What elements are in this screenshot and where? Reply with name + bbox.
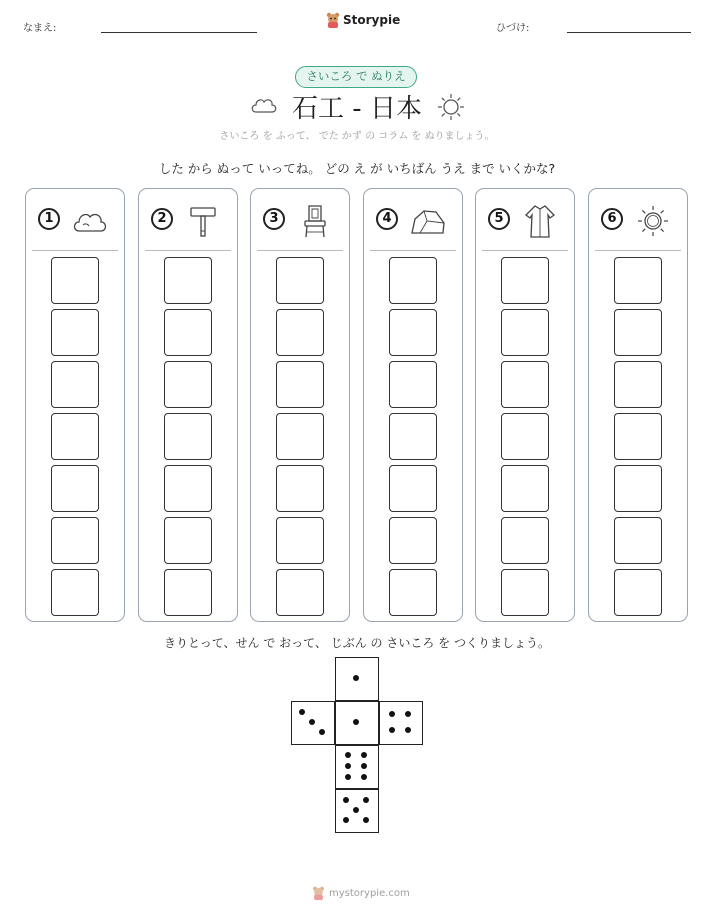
footer-url[interactable]: mystorypie.com [329, 887, 410, 899]
bear-logo-icon [326, 12, 340, 28]
die-face-1 [335, 657, 379, 701]
name-label: なまえ: [23, 23, 57, 34]
cloud-icon [70, 203, 110, 239]
column-6 [588, 188, 688, 622]
color-box[interactable] [501, 309, 549, 356]
die-face-6 [335, 745, 379, 789]
color-box[interactable] [51, 465, 99, 512]
die-face-1 [335, 701, 379, 745]
color-box[interactable] [51, 569, 99, 616]
rock-icon [408, 203, 448, 239]
bear-logo-icon [312, 886, 325, 900]
name-line[interactable] [101, 32, 257, 33]
sun-icon [633, 203, 673, 239]
color-box[interactable] [614, 569, 662, 616]
color-box[interactable] [501, 361, 549, 408]
die-face-3 [291, 701, 335, 745]
color-box[interactable] [501, 413, 549, 460]
color-box[interactable] [501, 257, 549, 304]
color-box[interactable] [614, 309, 662, 356]
column-number: 4 [376, 208, 398, 230]
column-2 [138, 188, 238, 622]
chair-icon [295, 203, 335, 239]
hammer-icon [183, 203, 223, 239]
column-number: 5 [488, 208, 510, 230]
color-box[interactable] [389, 309, 437, 356]
instruction: した から ぬって いってね。 どの え が いちばん うえ まで いくかな? [158, 161, 556, 176]
color-box[interactable] [276, 361, 324, 408]
color-box[interactable] [501, 517, 549, 564]
color-box[interactable] [164, 517, 212, 564]
color-box[interactable] [614, 257, 662, 304]
color-box[interactable] [276, 257, 324, 304]
color-box[interactable] [276, 569, 324, 616]
color-box[interactable] [51, 413, 99, 460]
color-box[interactable] [276, 309, 324, 356]
column-number: 2 [151, 208, 173, 230]
footer [312, 886, 410, 900]
color-box[interactable] [164, 569, 212, 616]
color-box[interactable] [501, 569, 549, 616]
color-box[interactable] [614, 465, 662, 512]
subtitle: さいころ を ふって、 でた かず の コラム を ぬりましょう。 [219, 131, 495, 142]
color-box[interactable] [389, 413, 437, 460]
color-box[interactable] [276, 413, 324, 460]
cut-instruction: きりとって、せん で おって、 じぶん の さいころ を つくりましょう。 [164, 636, 550, 650]
sun-icon [436, 92, 466, 122]
color-box[interactable] [389, 257, 437, 304]
date-line[interactable] [567, 32, 691, 33]
color-box[interactable] [164, 413, 212, 460]
color-box[interactable] [389, 465, 437, 512]
color-box[interactable] [164, 361, 212, 408]
column-5 [475, 188, 575, 622]
column-number: 6 [601, 208, 623, 230]
activity-badge: さいころ で ぬりえ [295, 66, 417, 88]
page-title: 石工 - 日本 [292, 94, 422, 124]
robe-icon [520, 203, 560, 239]
column-4 [363, 188, 463, 622]
color-box[interactable] [51, 309, 99, 356]
column-3 [250, 188, 350, 622]
die-face-4 [379, 701, 423, 745]
column-1 [25, 188, 125, 622]
color-box[interactable] [164, 257, 212, 304]
color-box[interactable] [614, 361, 662, 408]
color-box[interactable] [276, 517, 324, 564]
die-face-5 [335, 789, 379, 833]
logo-text: Storypie [343, 13, 401, 27]
column-number: 1 [38, 208, 60, 230]
color-box[interactable] [389, 361, 437, 408]
color-box[interactable] [164, 309, 212, 356]
color-box[interactable] [51, 517, 99, 564]
color-box[interactable] [389, 569, 437, 616]
color-box[interactable] [51, 257, 99, 304]
column-number: 3 [263, 208, 285, 230]
color-box[interactable] [51, 361, 99, 408]
color-box[interactable] [389, 517, 437, 564]
color-box[interactable] [614, 517, 662, 564]
date-label: ひづけ: [496, 23, 530, 34]
color-box[interactable] [614, 413, 662, 460]
color-box[interactable] [164, 465, 212, 512]
color-box[interactable] [501, 465, 549, 512]
logo [326, 12, 400, 28]
color-box[interactable] [276, 465, 324, 512]
